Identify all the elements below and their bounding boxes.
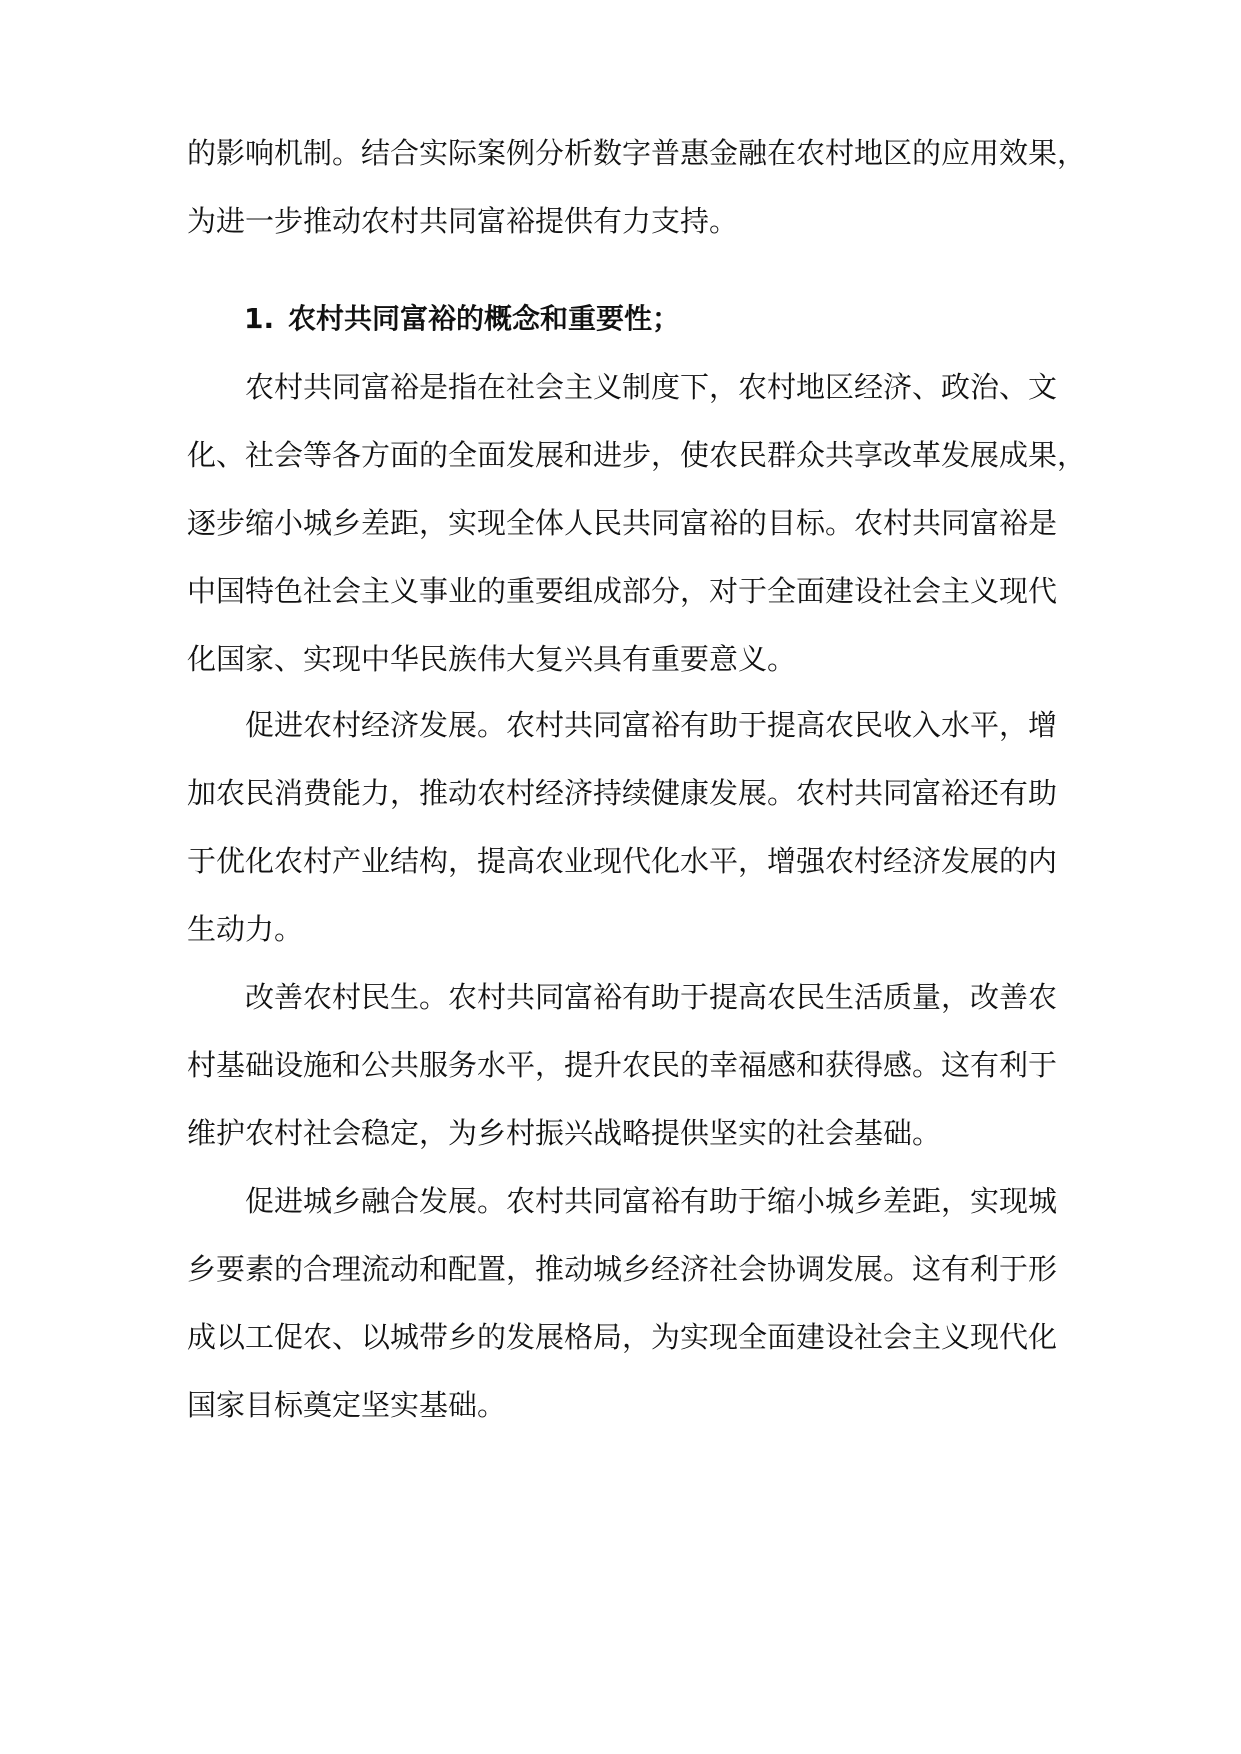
section-number: 1. (244, 302, 275, 335)
paragraph-line: 中国特色社会主义事业的重要组成部分，对于全面建设社会主义现代 (187, 574, 1058, 608)
paragraph-line: 于优化农村产业结构，提高农业现代化水平，增强农村经济发展的内 (187, 844, 1058, 878)
paragraph-line: 成以工促农、以城带乡的发展格局，为实现全面建设社会主义现代化 (187, 1320, 1058, 1354)
paragraph-line: 国家目标奠定坚实基础。 (187, 1388, 507, 1422)
paragraph-line: 为进一步推动农村共同富裕提供有力支持。 (187, 204, 739, 238)
paragraph-line: 农村共同富裕是指在社会主义制度下，农村地区经济、政治、文 (245, 370, 1058, 404)
paragraph-line: 促进农村经济发展。农村共同富裕有助于提高农民收入水平，增 (245, 708, 1058, 742)
paragraph-line: 化、社会等各方面的全面发展和进步，使农民群众共享改革发展成果， (187, 438, 1087, 472)
paragraph-line: 的影响机制。结合实际案例分析数字普惠金融在农村地区的应用效果， (187, 136, 1087, 170)
paragraph-line: 维护农村社会稳定，为乡村振兴战略提供坚实的社会基础。 (187, 1116, 942, 1150)
paragraph-line: 促进城乡融合发展。农村共同富裕有助于缩小城乡差距，实现城 (245, 1184, 1058, 1218)
paragraph-line: 化国家、实现中华民族伟大复兴具有重要意义。 (187, 642, 797, 676)
section-heading (244, 299, 680, 339)
paragraph-line: 逐步缩小城乡差距，实现全体人民共同富裕的目标。农村共同富裕是 (187, 506, 1058, 540)
paragraph-line: 村基础设施和公共服务水平，提升农民的幸福感和获得感。这有利于 (187, 1048, 1058, 1082)
paragraph-line: 加农民消费能力，推动农村经济持续健康发展。农村共同富裕还有助 (187, 776, 1058, 810)
section-title: 农村共同富裕的概念和重要性； (288, 302, 681, 335)
paragraph-line: 改善农村民生。农村共同富裕有助于提高农民生活质量，改善农 (245, 980, 1058, 1014)
paragraph-line: 生动力。 (187, 912, 304, 946)
paragraph-line: 乡要素的合理流动和配置，推动城乡经济社会协调发展。这有利于形 (187, 1252, 1058, 1286)
